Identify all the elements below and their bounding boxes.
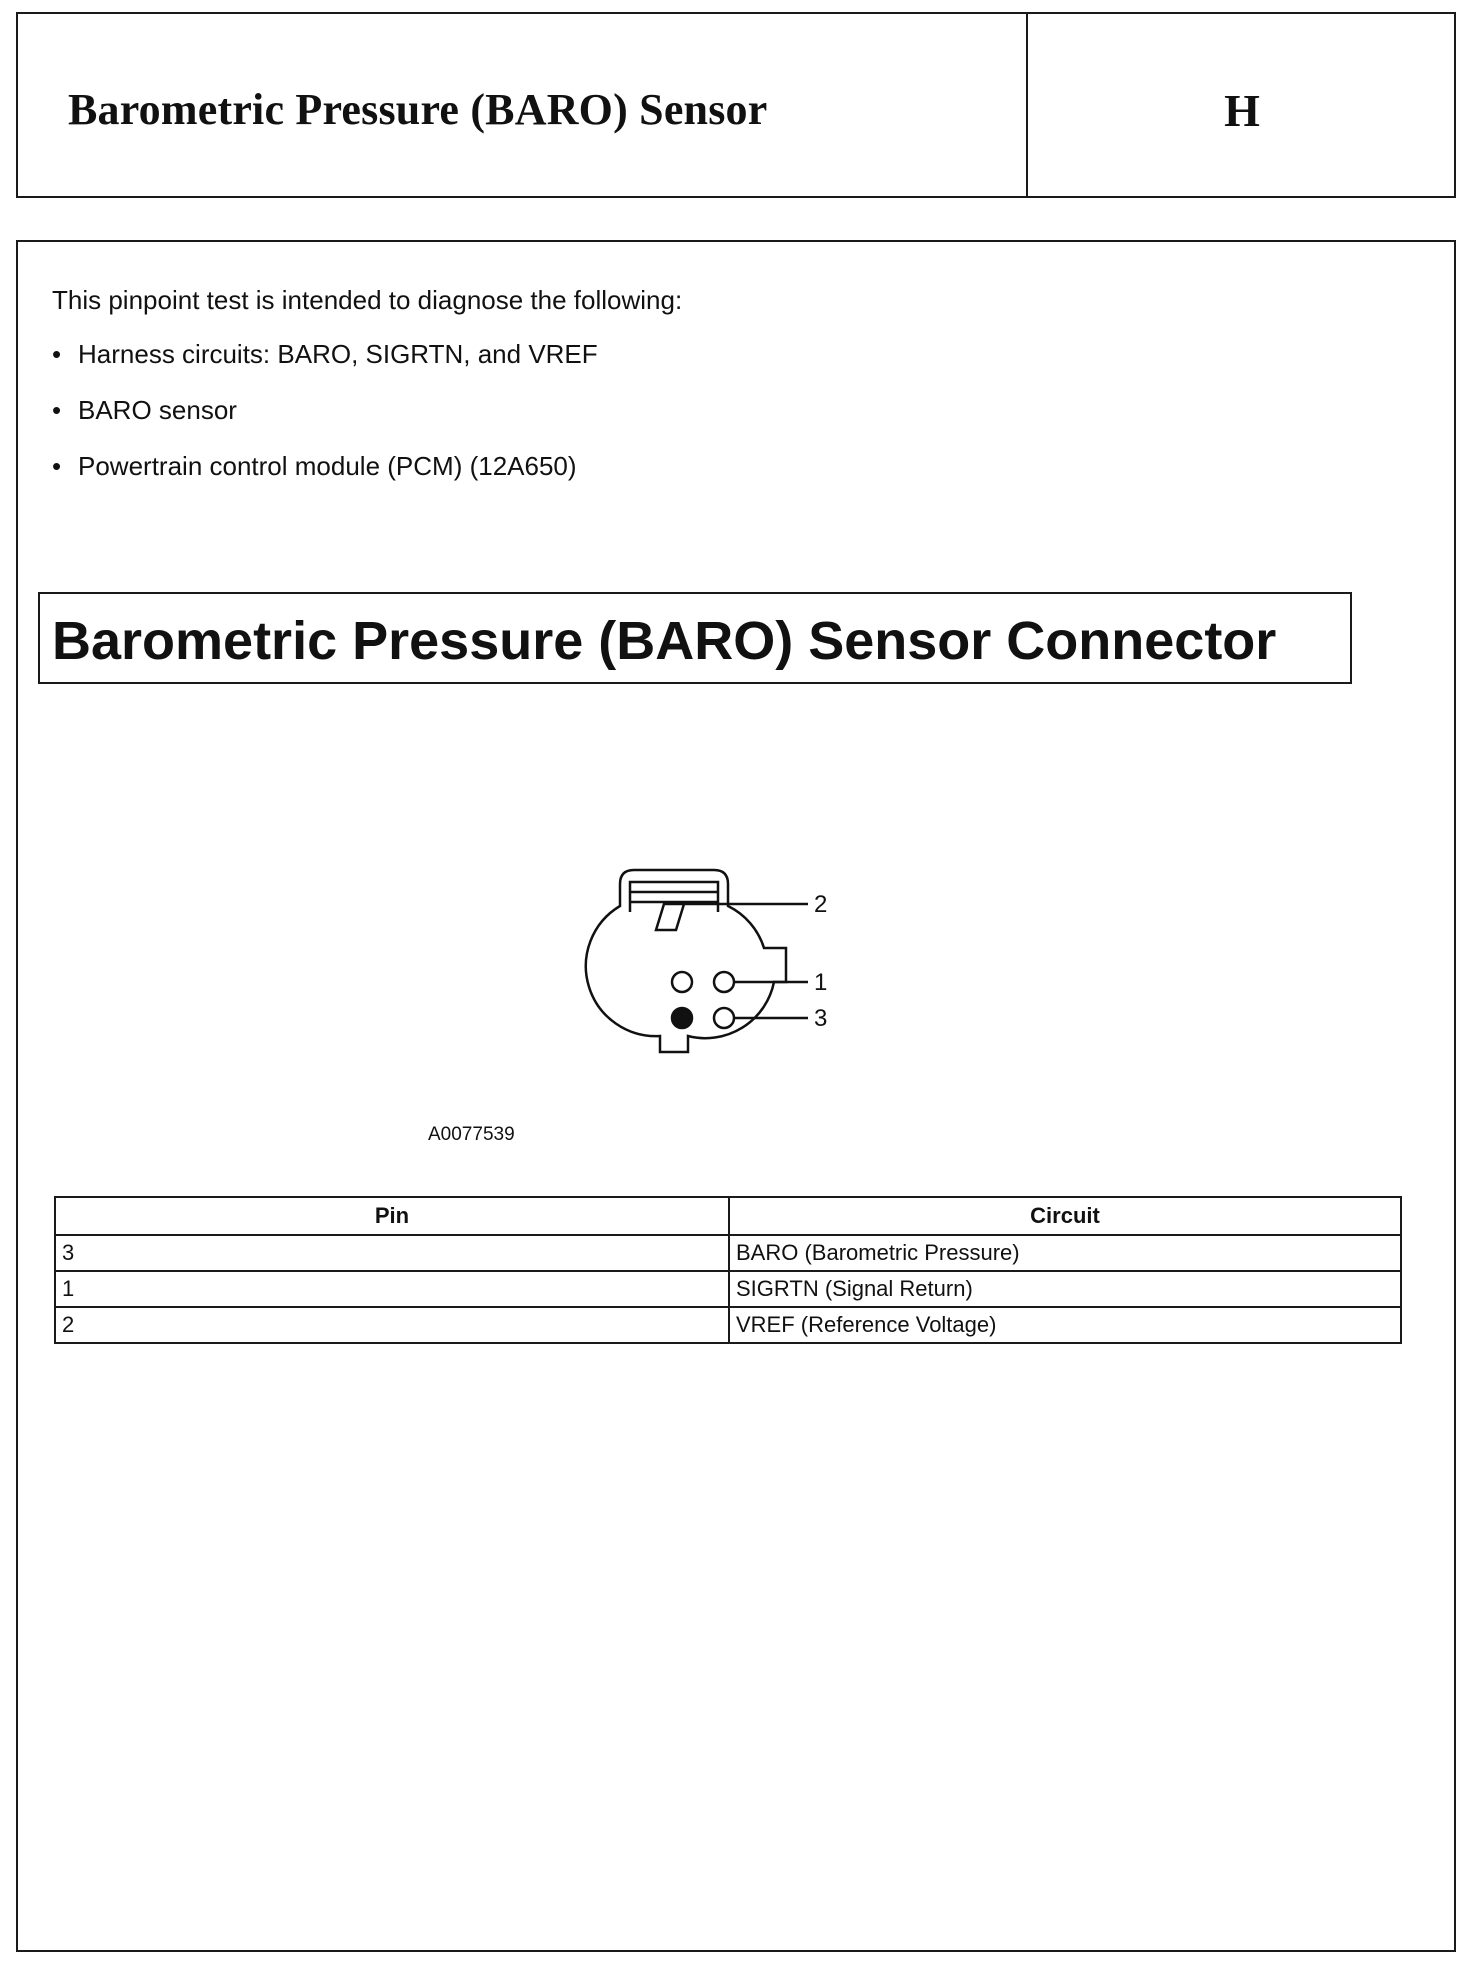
column-header-circuit: Circuit (729, 1197, 1401, 1235)
list-item: • Powertrain control module (PCM) (12A650) (52, 451, 577, 481)
pin-1 (714, 972, 734, 992)
callout-1: 1 (814, 969, 828, 996)
bullet-icon: • (52, 395, 62, 425)
intro-text: This pinpoint test is intended to diagnose the following: (52, 285, 683, 315)
list-item: • Harness circuits: BARO, SIGRTN, and VREF (52, 339, 598, 369)
diagnose-list (52, 338, 598, 506)
connector-diagram (578, 812, 878, 1062)
bullet-icon: • (52, 451, 62, 481)
figure-id: A0077539 (428, 1124, 515, 1145)
table-row (55, 1271, 1401, 1307)
pin-2-terminal (656, 904, 684, 930)
pin-cell: 3 (55, 1235, 729, 1271)
column-header-pin: Pin (55, 1197, 729, 1235)
pin-cell: 1 (55, 1271, 729, 1307)
section-heading-box (38, 592, 1352, 684)
connector-latch (630, 882, 718, 912)
table-row (55, 1235, 1401, 1271)
table-row (55, 1307, 1401, 1343)
circuit-cell: BARO (Barometric Pressure) (729, 1235, 1401, 1271)
test-code: H (1224, 85, 1260, 136)
bullet-icon: • (52, 339, 62, 369)
callout-2: 2 (814, 891, 828, 918)
pin-2 (672, 972, 692, 992)
pin-circuit-table (54, 1196, 1402, 1344)
pin-unused (672, 1008, 692, 1028)
section-title: Barometric Pressure (BARO) Sensor Connector (52, 611, 1277, 671)
pin-cell: 2 (55, 1307, 729, 1343)
table-header-row (55, 1197, 1401, 1235)
pin-3 (714, 1008, 734, 1028)
header-box (16, 12, 1456, 198)
circuit-cell: VREF (Reference Voltage) (729, 1307, 1401, 1343)
list-item: • BARO sensor (52, 395, 237, 425)
page-title: Barometric Pressure (BARO) Sensor (68, 85, 768, 134)
callout-3: 3 (814, 1005, 828, 1032)
content-box (16, 240, 1456, 1952)
circuit-cell: SIGRTN (Signal Return) (729, 1271, 1401, 1307)
